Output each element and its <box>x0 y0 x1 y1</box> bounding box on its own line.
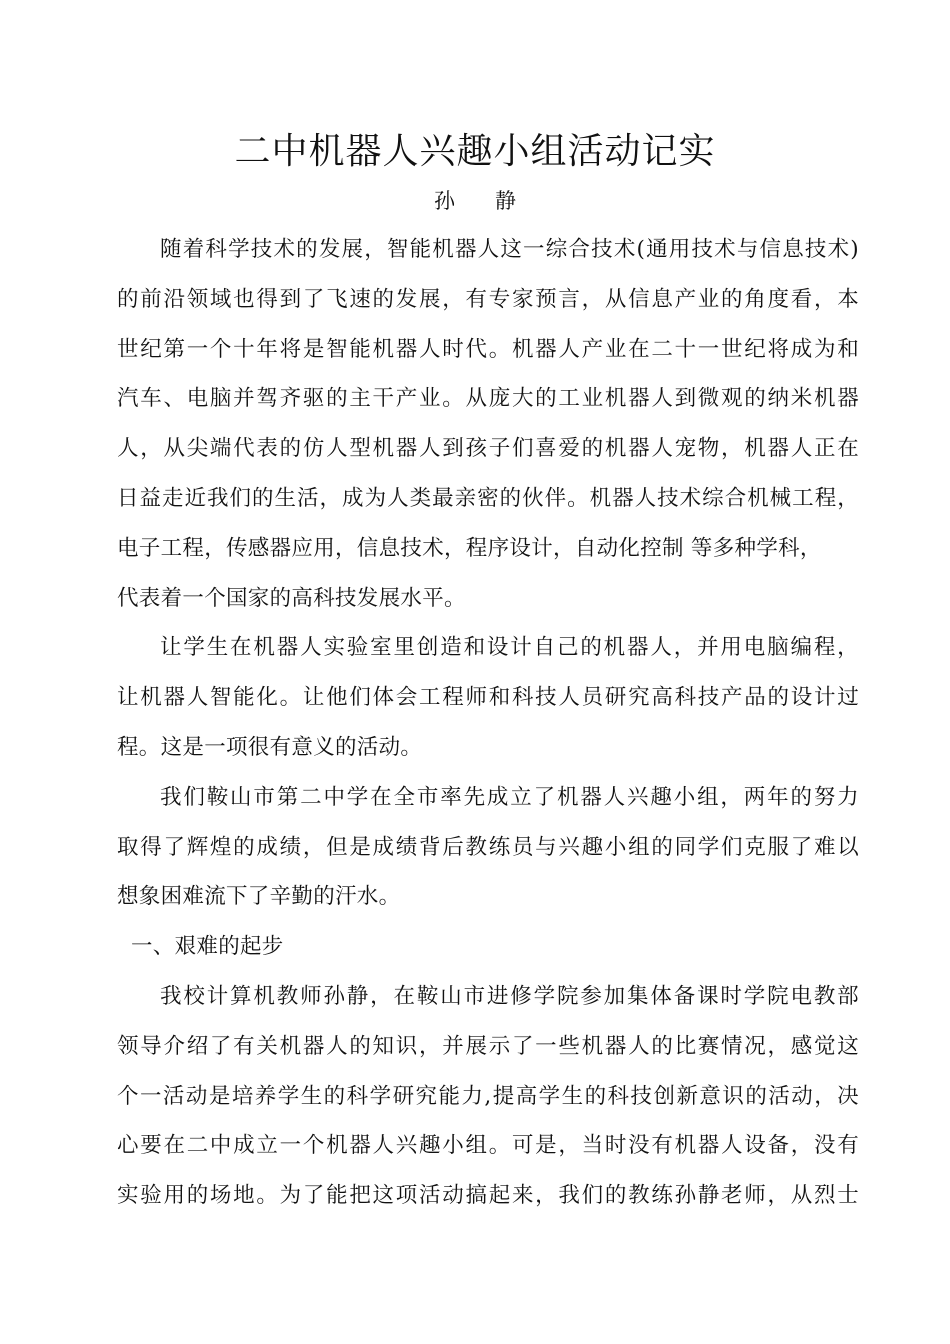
paragraph-line: 的前沿领域也得到了飞速的发展，有专家预言，从信息产业的角度看，本 <box>117 286 859 312</box>
paragraph-line: 世纪第一个十年将是智能机器人时代。机器人产业在二十一世纪将成为和 <box>117 336 859 362</box>
paragraph-line: 让机器人智能化。让他们体会工程师和科技人员研究高科技产品的设计过 <box>117 685 859 711</box>
paragraph-line: 让学生在机器人实验室里创造和设计自己的机器人，并用电脑编程， <box>160 635 859 661</box>
paragraph-line: 取得了辉煌的成绩，但是成绩背后教练员与兴趣小组的同学们克服了难以 <box>117 834 859 860</box>
document-title: 二中机器人兴趣小组活动记实 <box>234 131 716 172</box>
author-name: 孙 静 <box>433 189 517 213</box>
paragraph-line: 汽车、电脑并驾齐驱的主干产业。从庞大的工业机器人到微观的纳米机器 <box>117 386 859 412</box>
paragraph-line: 个一活动是培养学生的科学研究能力,提高学生的科技创新意识的活动，决 <box>117 1083 859 1109</box>
paragraph-line: 心要在二中成立一个机器人兴趣小组。可是，当时没有机器人设备，没有 <box>117 1133 859 1159</box>
paragraph-line: 日益走近我们的生活，成为人类最亲密的伙伴。机器人技术综合机械工程， <box>117 485 859 511</box>
paragraph-line: 我校计算机教师孙静，在鞍山市进修学院参加集体备课时学院电教部 <box>160 983 859 1009</box>
paragraph-line: 人，从尖端代表的仿人型机器人到孩子们喜爱的机器人宠物，机器人正在 <box>117 436 859 462</box>
paragraph-line: 想象困难流下了辛勤的汗水。 <box>117 884 401 910</box>
paragraph-line: 代表着一个国家的高科技发展水平。 <box>117 585 466 611</box>
section-heading: 一、艰难的起步 <box>131 934 284 960</box>
paragraph-line: 随着科学技术的发展，智能机器人这一综合技术(通用技术与信息技术) <box>160 237 859 262</box>
paragraph-line: 我们鞍山市第二中学在全市率先成立了机器人兴趣小组，两年的努力 <box>160 784 859 810</box>
paragraph-line: 电子工程，传感器应用，信息技术，程序设计，自动化控制 等多种学科， <box>117 535 822 561</box>
paragraph-line: 程。这是一项很有意义的活动。 <box>117 734 423 760</box>
paragraph-line: 实验用的场地。为了能把这项活动搞起来，我们的教练孙静老师，从烈士 <box>117 1183 859 1209</box>
document-body <box>117 232 859 1228</box>
paragraph-line: 领导介绍了有关机器人的知识，并展示了一些机器人的比赛情况，感觉这 <box>117 1033 859 1059</box>
